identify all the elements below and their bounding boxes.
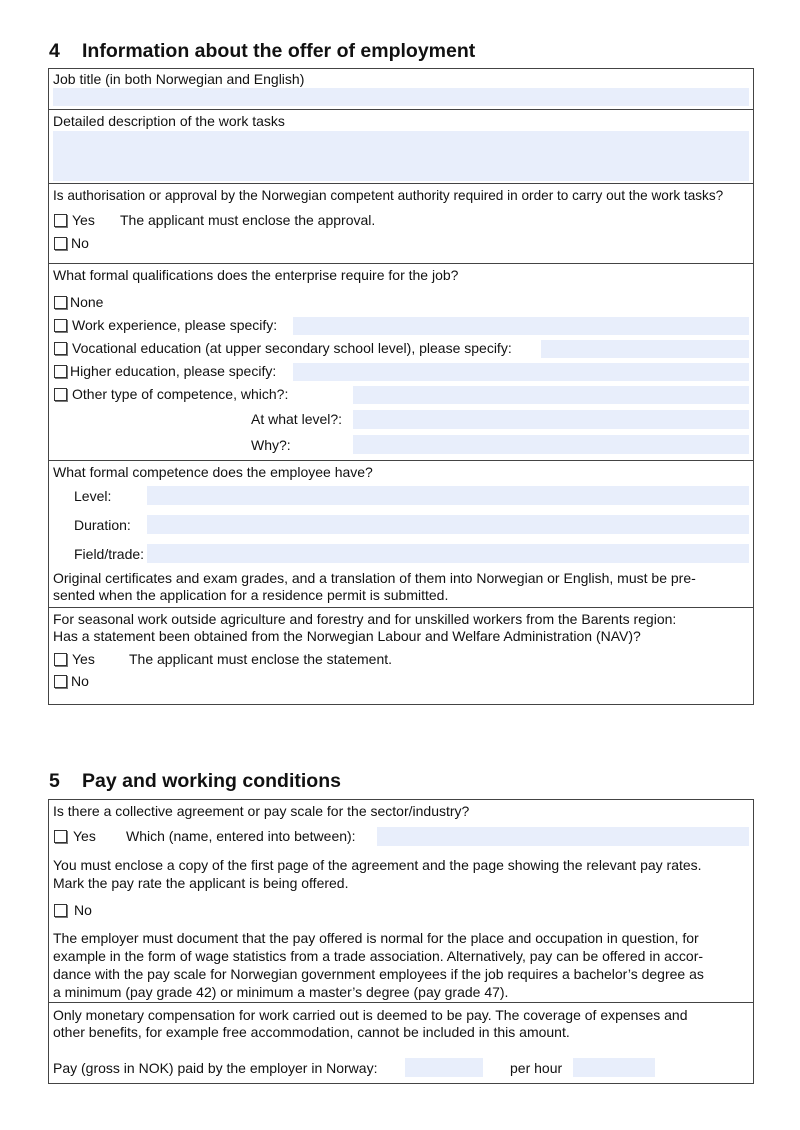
employer-document-line2: example in the form of wage statistics from a trade association. Alternatively, pay can be offered in accor- <box>53 948 704 964</box>
employer-document-line4: a minimum (pay grade 42) or minimum a master’s degree (pay grade 47). <box>53 984 509 1000</box>
section-5-title-text: Pay and working conditions <box>82 770 341 792</box>
seasonal-yes-label: Yes <box>72 651 95 667</box>
competence-question: What formal competence does the employee have? <box>53 464 373 480</box>
authorisation-yes-checkbox[interactable] <box>54 214 67 227</box>
qualification-vocational-label: Vocational education (at upper secondary school level), please specify: <box>72 340 512 356</box>
collective-yes-label: Yes <box>73 828 96 844</box>
per-hour-label: per hour <box>510 1060 563 1076</box>
qualification-work-experience-checkbox[interactable] <box>54 319 67 332</box>
pay-gross-field[interactable] <box>405 1058 483 1077</box>
job-title-field[interactable] <box>53 88 749 106</box>
work-tasks-row <box>49 109 753 185</box>
section-4-title-text: Information about the offer of employment <box>82 40 476 62</box>
why-field[interactable] <box>353 435 749 454</box>
section-4-box <box>48 68 754 705</box>
collective-agreement-row <box>49 800 753 1002</box>
collective-enclose-line2: Mark the pay rate the applicant is being offered. <box>53 875 349 891</box>
pay-gross-label: Pay (gross in NOK) paid by the employer in Norway: <box>53 1060 378 1076</box>
collective-which-field[interactable] <box>377 827 749 846</box>
collective-no-label: No <box>74 902 92 918</box>
authorisation-no-checkbox[interactable] <box>54 237 67 250</box>
section-5-number: 5 <box>49 770 60 792</box>
section-4-title <box>49 40 475 63</box>
section-5-title <box>49 770 341 793</box>
qualification-higher-education-checkbox[interactable] <box>54 365 67 378</box>
qualifications-question: What formal qualifications does the enterprise require for the job? <box>53 267 459 283</box>
competence-duration-label: Duration: <box>74 517 131 533</box>
collective-which-label: Which (name, entered into between): <box>126 828 356 844</box>
authorisation-yes-note: The applicant must enclose the approval. <box>120 212 376 228</box>
vocational-field[interactable] <box>541 340 749 358</box>
qualification-none-label: None <box>70 294 104 310</box>
at-what-level-field[interactable] <box>353 410 749 429</box>
seasonal-no-checkbox[interactable] <box>54 675 67 688</box>
employer-document-line1: The employer must document that the pay offered is normal for the place and occupation in question, for <box>53 930 699 946</box>
competence-note-line1: Original certificates and exam grades, and a translation of them into Norwegian or English, must be pre- <box>53 570 696 586</box>
competence-level-label: Level: <box>74 488 112 504</box>
qualification-other-checkbox[interactable] <box>54 388 67 401</box>
employer-document-line3: dance with the pay scale for Norwegian government employees if the job requires a bachelor’s degree as <box>53 966 704 982</box>
seasonal-no-label: No <box>71 673 89 689</box>
seasonal-row <box>49 607 753 706</box>
work-experience-field[interactable] <box>293 317 749 335</box>
qualifications-row <box>49 263 753 461</box>
section-4-number: 4 <box>49 40 60 62</box>
work-tasks-label: Detailed description of the work tasks <box>53 113 285 129</box>
competence-field-label: Field/trade: <box>74 546 145 562</box>
job-title-label: Job title (in both Norwegian and English) <box>53 71 305 87</box>
competence-level-field[interactable] <box>147 486 749 505</box>
qualification-other-label: Other type of competence, which?: <box>72 386 289 402</box>
job-title-row <box>49 69 753 109</box>
section-5-box <box>48 799 754 1084</box>
collective-enclose-line1: You must enclose a copy of the first page of the agreement and the page showing the relevant pay rates. <box>53 857 702 873</box>
pay-note-line1: Only monetary compensation for work carried out is deemed to be pay. The coverage of expenses and <box>53 1007 688 1023</box>
per-hour-field[interactable] <box>573 1058 655 1077</box>
qualification-none-checkbox[interactable] <box>54 296 67 309</box>
collective-no-checkbox[interactable] <box>54 904 67 917</box>
seasonal-line1: For seasonal work outside agriculture and forestry and for unskilled workers from the Barents region: <box>53 611 677 627</box>
why-label: Why?: <box>251 437 291 453</box>
authorisation-row <box>49 183 753 264</box>
authorisation-question: Is authorisation or approval by the Norwegian competent authority required in order to carry out the work tasks? <box>53 188 724 203</box>
authorisation-no-label: No <box>71 235 89 251</box>
qualification-vocational-checkbox[interactable] <box>54 342 67 355</box>
qualification-higher-education-label: Higher education, please specify: <box>70 363 277 379</box>
collective-question: Is there a collective agreement or pay scale for the sector/industry? <box>53 803 470 819</box>
competence-duration-field[interactable] <box>147 515 749 534</box>
at-what-level-label: At what level?: <box>251 411 343 427</box>
seasonal-line2: Has a statement been obtained from the Norwegian Labour and Welfare Administration (NAV)? <box>53 628 641 644</box>
higher-education-field[interactable] <box>293 363 749 381</box>
competence-field-trade-field[interactable] <box>147 544 749 563</box>
other-competence-field[interactable] <box>353 386 749 404</box>
competence-row <box>49 460 753 608</box>
authorisation-yes-label: Yes <box>72 212 95 228</box>
work-tasks-field[interactable] <box>53 131 749 181</box>
pay-row <box>49 1002 753 1085</box>
pay-note-line2: other benefits, for example free accommodation, cannot be included in this amount. <box>53 1024 570 1040</box>
seasonal-yes-checkbox[interactable] <box>54 653 67 666</box>
collective-yes-checkbox[interactable] <box>54 830 67 843</box>
qualification-work-experience-label: Work experience, please specify: <box>72 317 278 333</box>
seasonal-yes-note: The applicant must enclose the statement. <box>129 651 393 667</box>
competence-note-line2: sented when the application for a residence permit is submitted. <box>53 587 449 603</box>
